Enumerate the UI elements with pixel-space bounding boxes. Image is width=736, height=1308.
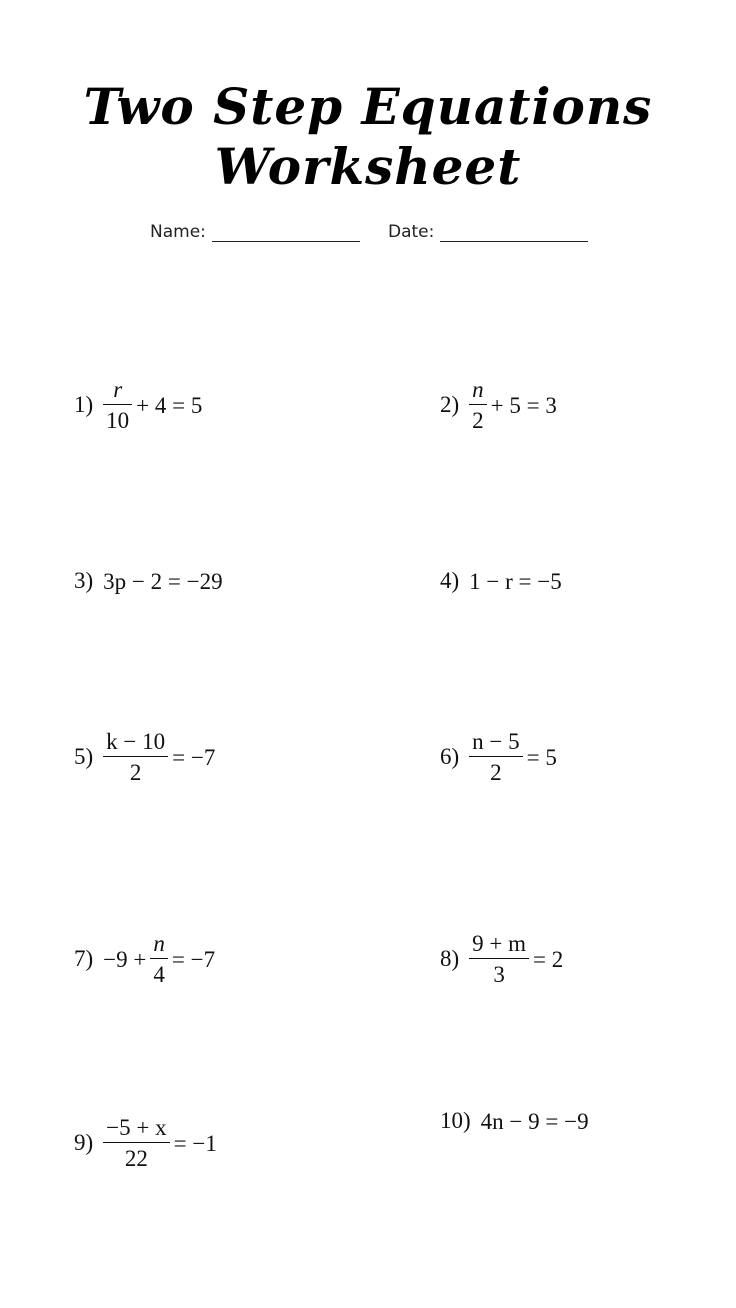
worksheet-title-line-2: Worksheet: [214, 137, 522, 196]
fraction-numerator: n: [153, 931, 165, 956]
name-blank-line[interactable]: [212, 223, 360, 242]
fraction: [103, 730, 168, 784]
problem-8: [440, 932, 563, 986]
fraction-numerator: n − 5: [472, 729, 520, 754]
fraction-numerator: −5 + x: [106, 1115, 167, 1140]
problem-5: [74, 730, 215, 784]
problem-7: [74, 932, 215, 986]
fraction-denominator: 10: [103, 404, 132, 432]
problem-2: [440, 378, 557, 432]
fraction-denominator: 2: [469, 756, 522, 784]
problem-3: [74, 568, 223, 594]
fraction-denominator: 4: [150, 958, 168, 986]
equation-rest: = −7: [171, 946, 216, 972]
date-field[interactable]: [388, 222, 588, 242]
worksheet-title-line-1: Two Step Equations: [83, 77, 653, 136]
fraction: [103, 378, 132, 432]
date-blank-line[interactable]: [440, 223, 588, 242]
problem-number: 8): [440, 946, 460, 971]
fraction-denominator: 2: [469, 404, 487, 432]
problem-number: 1): [74, 392, 94, 417]
equation: 3p − 2 = −29: [103, 568, 223, 594]
problem-1: [74, 378, 202, 432]
fraction-numerator: 9 + m: [472, 931, 527, 956]
equation-rest: + 4 = 5: [136, 392, 203, 418]
equation-prefix: −9 +: [103, 946, 147, 972]
equation-rest: = −1: [173, 1130, 217, 1156]
fraction-denominator: 3: [469, 958, 529, 986]
fraction: [469, 932, 529, 986]
fraction: [469, 378, 487, 432]
name-label: Name:: [150, 222, 206, 242]
problem-10: [440, 1108, 589, 1134]
problem-number: 4): [440, 568, 460, 593]
equation: 1 − r = −5: [469, 568, 562, 594]
problem-6: [440, 730, 557, 784]
problem-number: 6): [440, 744, 460, 769]
date-label: Date:: [388, 222, 435, 242]
problem-number: 5): [74, 744, 94, 769]
fraction-denominator: 22: [103, 1142, 169, 1170]
name-field[interactable]: [150, 222, 360, 242]
problem-number: 7): [74, 946, 94, 971]
problem-9: [74, 1116, 217, 1170]
problem-number: 2): [440, 392, 460, 417]
problem-4: [440, 568, 562, 594]
fraction: [103, 1116, 169, 1170]
problem-number: 3): [74, 568, 94, 593]
equation: 4n − 9 = −9: [480, 1108, 589, 1134]
equation-rest: = 2: [533, 946, 564, 972]
equation-rest: = −7: [172, 744, 216, 770]
fraction-denominator: 2: [103, 756, 168, 784]
equation-rest: + 5 = 3: [490, 392, 557, 418]
problem-number: 9): [74, 1130, 94, 1155]
problem-number: 10): [440, 1108, 471, 1133]
fraction: [469, 730, 522, 784]
fraction-numerator: n: [472, 377, 484, 402]
fraction-numerator: r: [113, 377, 123, 402]
fraction-numerator: k − 10: [106, 729, 166, 754]
equation-rest: = 5: [526, 744, 557, 770]
fraction: [150, 932, 168, 986]
